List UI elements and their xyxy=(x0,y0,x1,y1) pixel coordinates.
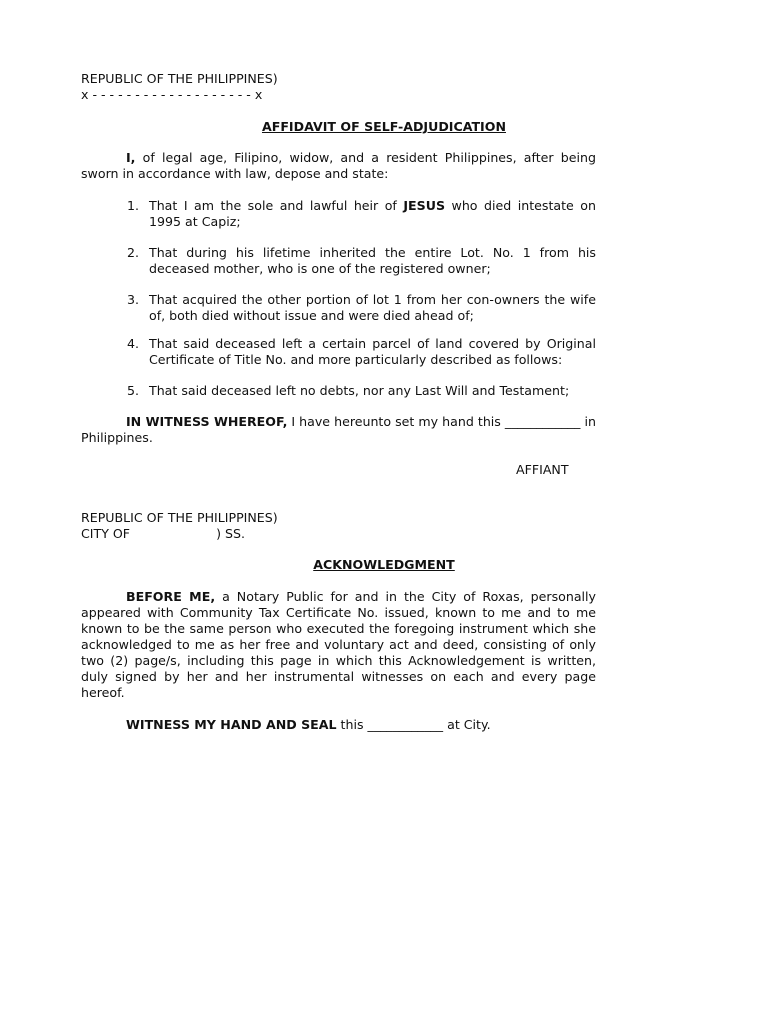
acknowledgment-caption-republic: REPUBLIC OF THE PHILIPPINES) xyxy=(81,510,278,525)
list-item-number: 2. xyxy=(127,245,140,260)
list-item-text: That acquired the other portion of lot 1 from her con-owners the wife of, both died without issue and were died ahead of; xyxy=(149,292,596,323)
affidavit-witness-text: I have hereunto set my hand this ____________ in Philippines. xyxy=(81,414,596,445)
list-item-text: That said deceased left no debts, nor any Last Will and Testament; xyxy=(149,383,570,398)
affidavit-intro-lead: I, xyxy=(126,150,136,165)
affidavit-witness-lead: IN WITNESS WHEREOF, xyxy=(126,414,288,429)
list-item xyxy=(127,383,596,399)
list-item-text: That during his lifetime inherited the entire Lot. No. 1 from his deceased mother, who is one of the registered owner; xyxy=(149,245,596,276)
list-item-bold-name: JESUS xyxy=(403,198,446,213)
list-item xyxy=(127,292,596,324)
acknowledgment-body-text: a Notary Public for and in the City of Roxas, personally appeared with Community Tax Certificate No. issued, known to me and to me known to be the same person who executed the foregoing instrument which she acknowledged to me as her free and voluntary act and deed, consisting of only two (2) page/s, including this page in which this Acknowledgement is written, duly signed by her and her instrumental witnesses on each and every page hereof. xyxy=(81,589,596,700)
affidavit-witness-paragraph xyxy=(81,414,596,446)
list-item-number: 1. xyxy=(127,198,140,213)
affidavit-title: AFFIDAVIT OF SELF-ADJUDICATION xyxy=(261,119,506,134)
affidavit-intro-paragraph xyxy=(81,150,596,182)
list-item xyxy=(127,245,596,277)
ss-label: ) SS. xyxy=(216,526,245,541)
list-item-text: That I am the sole and lawful heir of xyxy=(149,198,404,213)
list-item-text: That said deceased left a certain parcel of land covered by Original Certificate of Title No. and more particularly described as follows: xyxy=(149,336,596,367)
acknowledgment-seal-text: this ____________ at City. xyxy=(336,717,491,732)
affidavit-intro-text: of legal age, Filipino, widow, and a resident Philippines, after being sworn in accordance with law, depose and state: xyxy=(81,150,596,181)
acknowledgment-seal-lead: WITNESS MY HAND AND SEAL xyxy=(126,717,337,732)
list-item-number: 3. xyxy=(127,292,140,307)
city-label: CITY OF xyxy=(81,526,131,541)
list-item xyxy=(127,198,596,230)
acknowledgment-body-paragraph xyxy=(81,589,596,701)
acknowledgment-seal-paragraph xyxy=(81,717,596,733)
list-item xyxy=(127,336,596,368)
list-item-number: 5. xyxy=(127,383,140,398)
affidavit-caption-republic: REPUBLIC OF THE PHILIPPINES) xyxy=(81,71,278,86)
acknowledgment-caption-city xyxy=(81,526,596,542)
affiant-label: AFFIANT xyxy=(516,462,569,477)
list-item-text-tail: who died intestate on 1995 at Capiz; xyxy=(149,198,596,229)
list-item-number: 4. xyxy=(127,336,140,351)
acknowledgment-title: ACKNOWLEDGMENT xyxy=(313,557,455,572)
acknowledgment-body-lead: BEFORE ME, xyxy=(126,589,216,604)
affidavit-caption-separator: x - - - - - - - - - - - - - - - - - - - x xyxy=(81,87,263,102)
